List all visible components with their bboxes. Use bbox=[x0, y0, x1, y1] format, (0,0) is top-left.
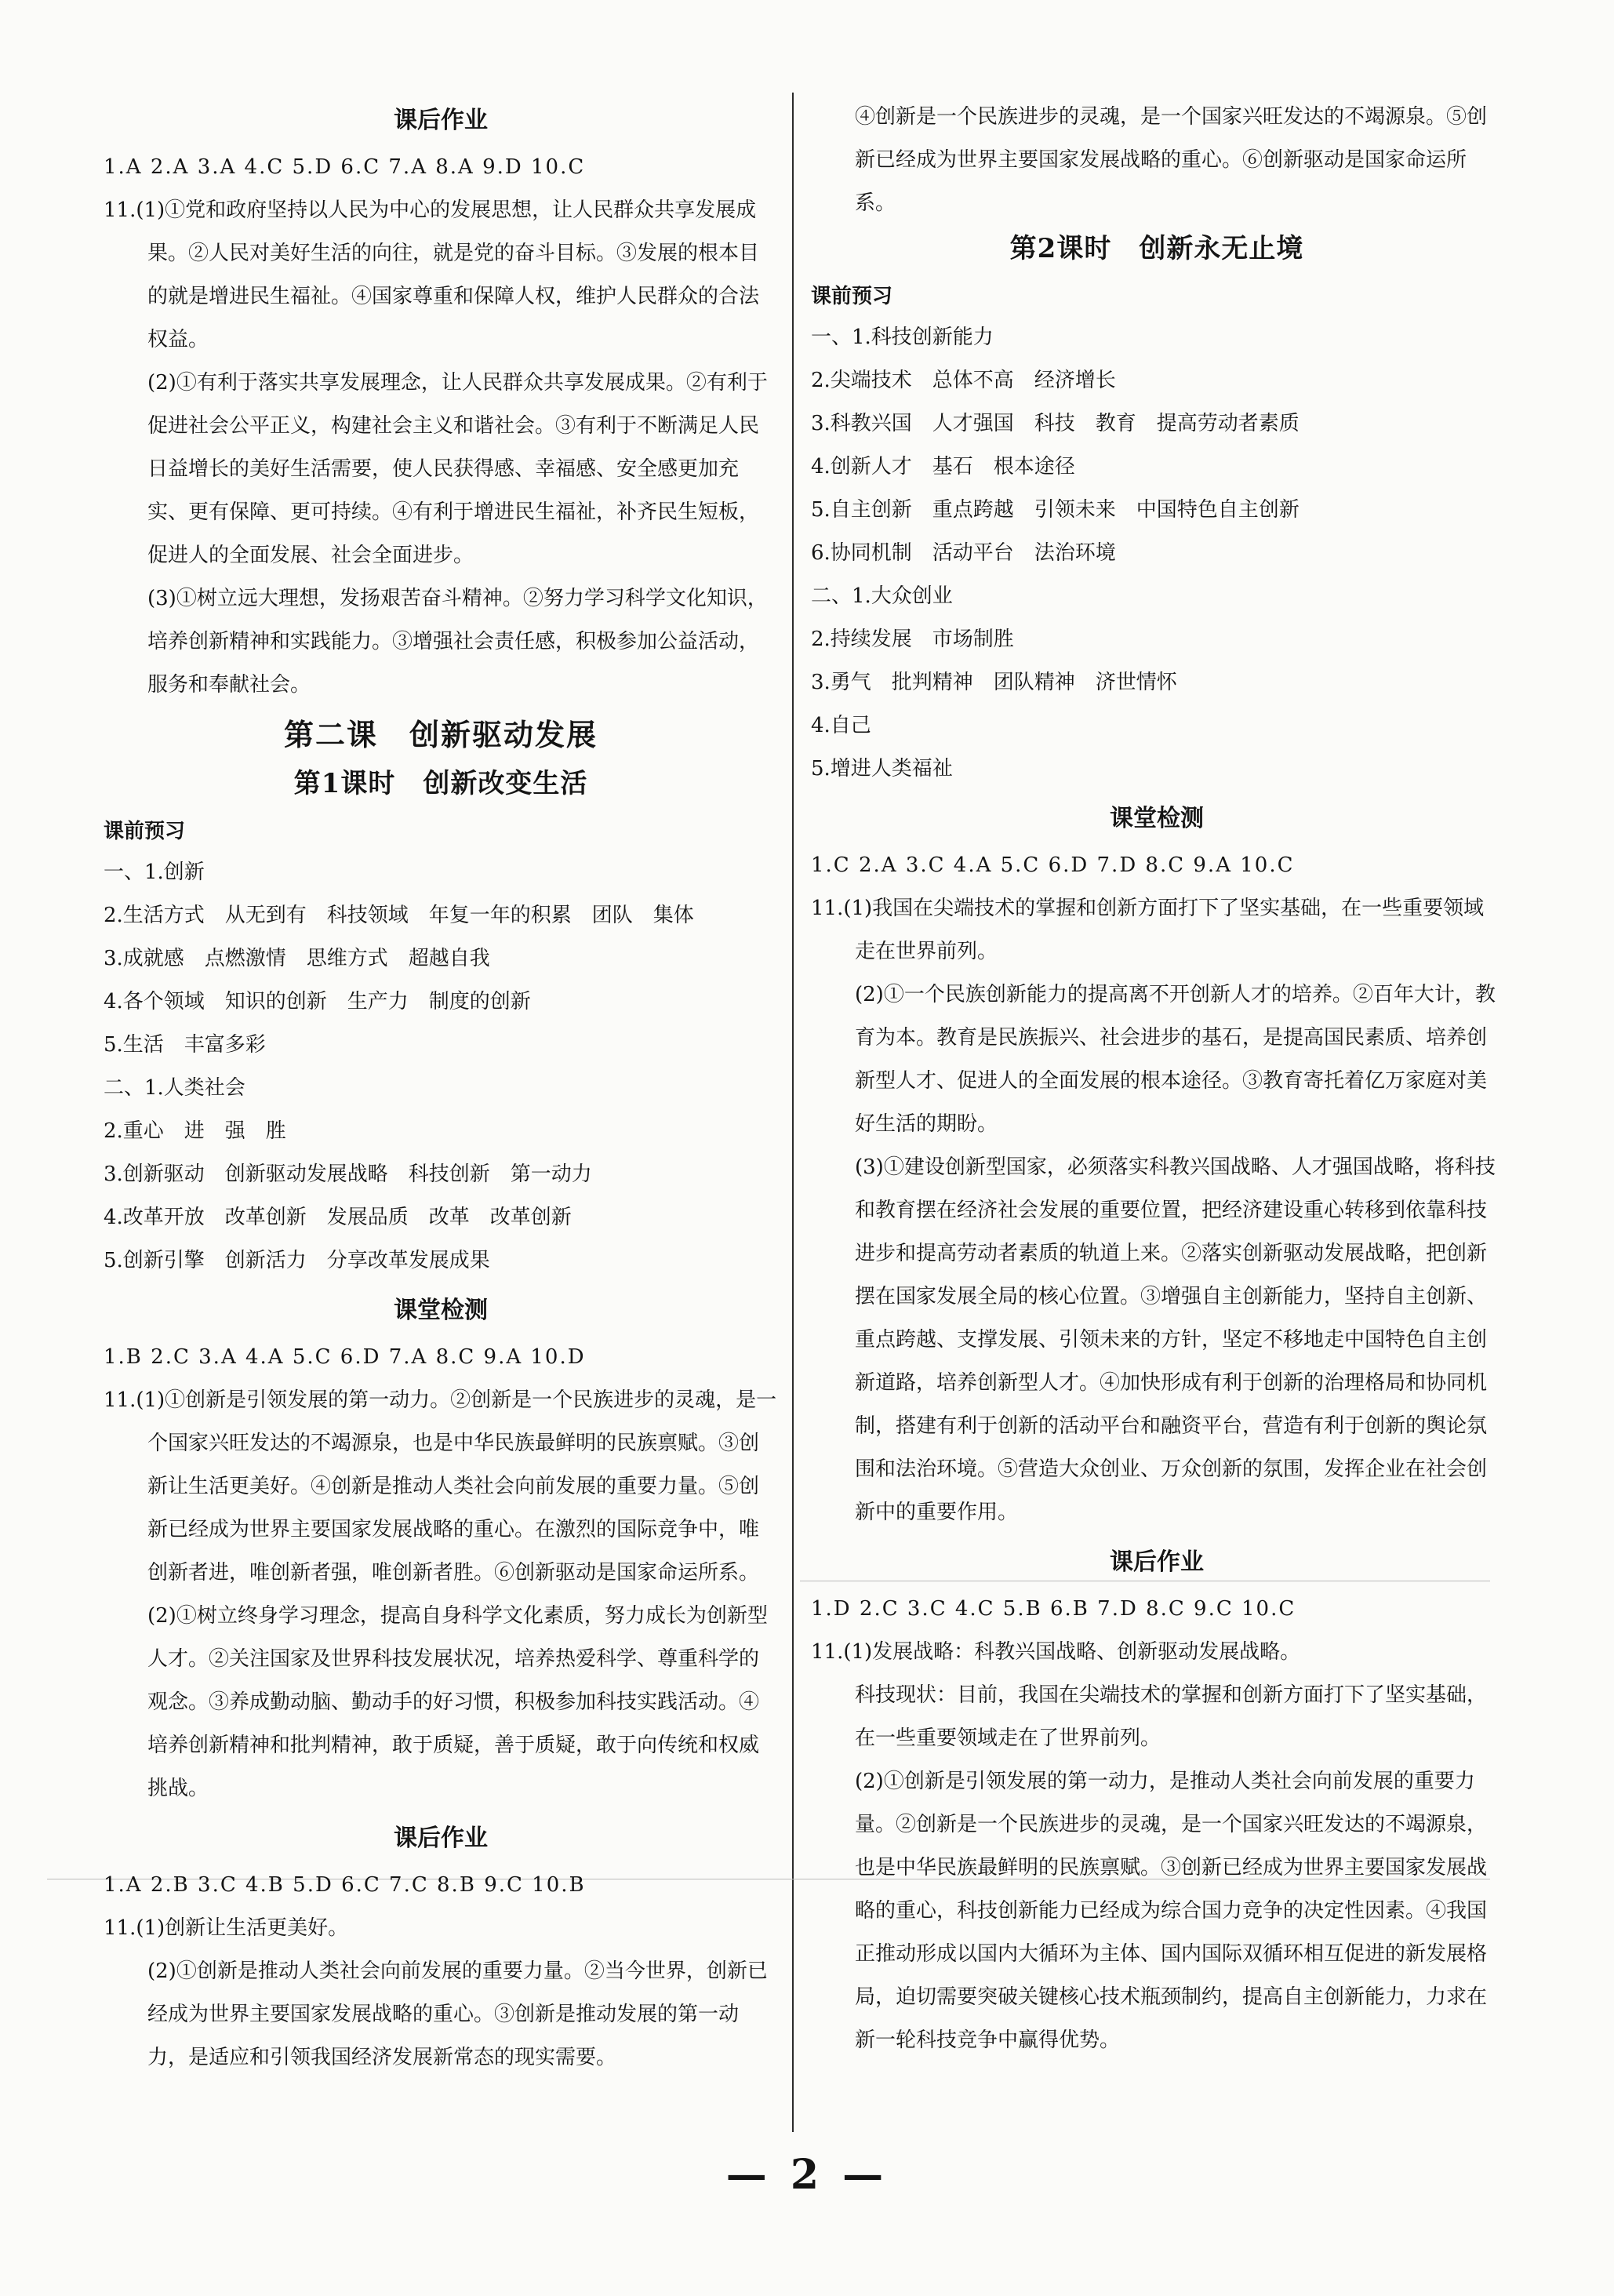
preview-line: 3.成就感 点燃激情 思维方式 超越自我 bbox=[104, 947, 490, 970]
period-title: 第1课时 创新改变生活 bbox=[293, 768, 588, 799]
preview-label: 课前预习 bbox=[811, 285, 893, 308]
column-divider bbox=[792, 93, 794, 2132]
section-title: 课后作业 bbox=[394, 107, 488, 134]
preview-line: 3.勇气 批判精神 团队精神 济世情怀 bbox=[811, 671, 1177, 694]
period-title: 第2课时 创新永无止境 bbox=[1009, 233, 1304, 264]
answer-paragraph: 11.(1)①党和政府坚持以人民为中心的发展思想，让人民群众共享发展成果。②人民对美好生活的向往，就是党的奋斗目标。③发展的根本目的就是增进民生福祉。④国家尊重和保障人权，维护人民群众的合法权益。 bbox=[104, 198, 760, 351]
page-number: — 2 — bbox=[725, 2151, 889, 2199]
answer-paragraph: 11.(1)我国在尖端技术的掌握和创新方面打下了坚实基础，在一些重要领域走在世界前列。 bbox=[811, 897, 1485, 963]
preview-line: 2.持续发展 市场制胜 bbox=[811, 628, 1014, 651]
answer-paragraph: 科技现状：目前，我国在尖端技术的掌握和创新方面打下了坚实基础，在一些重要领域走在了世界前列。 bbox=[855, 1683, 1488, 1750]
section-title: 课后作业 bbox=[394, 1825, 488, 1852]
preview-line: 一、1.创新 bbox=[104, 861, 205, 884]
answer-paragraph: (2)①树立终身学习理念，提高自身科学文化素质，努力成长为创新型人才。②关注国家及世界科技发展状况，培养热爱科学、尊重科学的观念。③养成勤动脑、勤动手的好习惯，积极参加科技实践活动。④培养创新精神和批判精神，敢于质疑，善于质疑，敢于向传统和权威挑战。 bbox=[147, 1604, 768, 1800]
section-title: 课堂检测 bbox=[1110, 805, 1204, 832]
answer-paragraph: 11.(1)发展战略：科教兴国战略、创新驱动发展战略。 bbox=[811, 1640, 1301, 1664]
answer-keys: 1.C 2.A 3.C 4.A 5.C 6.D 7.D 8.C 9.A 10.C bbox=[811, 853, 1295, 877]
section-title: 课后作业 bbox=[1110, 1548, 1204, 1576]
answer-keys: 1.B 2.C 3.A 4.A 5.C 6.D 7.A 8.C 9.A 10.D bbox=[104, 1345, 586, 1369]
preview-line: 2.重心 进 强 胜 bbox=[104, 1119, 286, 1143]
preview-line: 一、1.科技创新能力 bbox=[811, 326, 994, 349]
preview-line: 6.协同机制 活动平台 法治环境 bbox=[811, 541, 1116, 565]
answer-paragraph: (2)①一个民族创新能力的提高离不开创新人才的培养。②百年大计，教育为本。教育是民族振兴、社会进步的基石，是提高国民素质、培养创新型人才、促进人的全面发展的根本途径。③教育寄托着亿万家庭对美好生活的期盼。 bbox=[855, 983, 1496, 1136]
preview-line: 5.创新引擎 创新活力 分享改革发展成果 bbox=[104, 1249, 490, 1272]
answer-keys: 1.A 2.B 3.C 4.B 5.D 6.C 7.C 8.B 9.C 10.B bbox=[104, 1873, 586, 1897]
preview-line: 4.创新人才 基石 根本途径 bbox=[811, 455, 1075, 478]
preview-line: 二、1.人类社会 bbox=[104, 1076, 245, 1100]
preview-line: 2.尖端技术 总体不高 经济增长 bbox=[811, 369, 1116, 392]
answer-keys: 1.A 2.A 3.A 4.C 5.D 6.C 7.A 8.A 9.D 10.C bbox=[104, 155, 586, 179]
preview-line: 二、1.大众创业 bbox=[811, 584, 953, 608]
right-column bbox=[811, 96, 1503, 2062]
preview-label: 课前预习 bbox=[104, 820, 186, 843]
preview-line: 3.创新驱动 创新驱动发展战略 科技创新 第一动力 bbox=[104, 1163, 592, 1186]
answer-paragraph: (3)①建设创新型国家，必须落实科教兴国战略、人才强国战略，将科技和教育摆在经济社会发展的重要位置，把经济建设重心转移到依靠科技进步和提高劳动者素质的轨道上来。②落实创新驱动发展战略，把创新摆在国家发展全局的核心位置。③增强自主创新能力，坚持自主创新、重点跨越、支撑发展、引领未来的方针，坚定不移地走中国特色自主创新道路，培养创新型人才。④加快形成有利于创新的治理格局和协同机制，搭建有利于创新的活动平台和融资平台，营造有利于创新的舆论氛围和法治环境。⑤营造大众创业、万众创新的氛围，发挥企业在社会创新中的重要作用。 bbox=[855, 1155, 1496, 1524]
preview-line: 5.自主创新 重点跨越 引领未来 中国特色自主创新 bbox=[811, 498, 1300, 522]
answer-paragraph: (2)①创新是推动人类社会向前发展的重要力量。②当今世界，创新已经成为世界主要国家发展战略的重心。③创新是推动发展的第一动力，是适应和引领我国经济发展新常态的现实需要。 bbox=[147, 1959, 768, 2069]
preview-line: 4.改革开放 改革创新 发展品质 改革 改革创新 bbox=[104, 1206, 572, 1229]
preview-line: 5.增进人类福祉 bbox=[811, 757, 953, 780]
answer-paragraph: (3)①树立远大理想，发扬艰苦奋斗精神。②努力学习科学文化知识，培养创新精神和实践能力。③增强社会责任感，积极参加公益活动，服务和奉献社会。 bbox=[147, 587, 768, 697]
answer-paragraph: (2)①创新是引领发展的第一动力，是推动人类社会向前发展的重要力量。②创新是一个民族进步的灵魂，是一个国家兴旺发达的不竭源泉，也是中华民族最鲜明的民族禀赋。③创新已经成为世界主要国家发展战略的重心，科技创新能力已经成为综合国力竞争的决定性因素。④我国正推动形成以国内大循环为主体、国内国际双循环相互促进的新发展格局，迫切需要突破关键核心技术瓶颈制约，提高自主创新能力，力求在新一轮科技竞争中赢得优势。 bbox=[855, 1770, 1488, 2052]
preview-line: 4.各个领域 知识的创新 生产力 制度的创新 bbox=[104, 990, 531, 1013]
left-column bbox=[104, 93, 778, 2079]
section-title: 课堂检测 bbox=[394, 1297, 488, 1324]
preview-line: 3.科教兴国 人才强国 科技 教育 提高劳动者素质 bbox=[811, 412, 1300, 435]
preview-line: 4.自己 bbox=[811, 714, 871, 737]
answer-paragraph: 11.(1)①创新是引领发展的第一动力。②创新是一个民族进步的灵魂，是一个国家兴旺发达的不竭源泉，也是中华民族最鲜明的民族禀赋。③创新让生活更美好。④创新是推动人类社会向前发展的重要力量。⑤创新已经成为世界主要国家发展战略的重心。在激烈的国际竞争中，唯创新者进，唯创新者强，唯创新者胜。⑥创新驱动是国家命运所系。 bbox=[104, 1388, 777, 1585]
preview-line: 5.生活 丰富多彩 bbox=[104, 1033, 266, 1057]
answer-paragraph: ④创新是一个民族进步的灵魂，是一个国家兴旺发达的不竭源泉。⑤创新已经成为世界主要国家发展战略的重心。⑥创新驱动是国家命运所系。 bbox=[855, 105, 1488, 215]
preview-line: 2.生活方式 从无到有 科技领域 年复一年的积累 团队 集体 bbox=[104, 904, 694, 927]
answer-paragraph: (2)①有利于落实共享发展理念，让人民群众共享发展成果。②有利于促进社会公平正义，构建社会主义和谐社会。③有利于不断满足人民日益增长的美好生活需要，使人民获得感、幸福感、安全感更加充实、更有保障、更可持续。④有利于增进民生福祉，补齐民生短板，促进人的全面发展、社会全面进步。 bbox=[147, 371, 768, 567]
answer-line: 11.(1)创新让生活更美好。 bbox=[104, 1916, 349, 1940]
answer-keys: 1.D 2.C 3.C 4.C 5.B 6.B 7.D 8.C 9.C 10.C bbox=[811, 1597, 1296, 1621]
lesson-title: 第二课 创新驱动发展 bbox=[283, 717, 598, 752]
